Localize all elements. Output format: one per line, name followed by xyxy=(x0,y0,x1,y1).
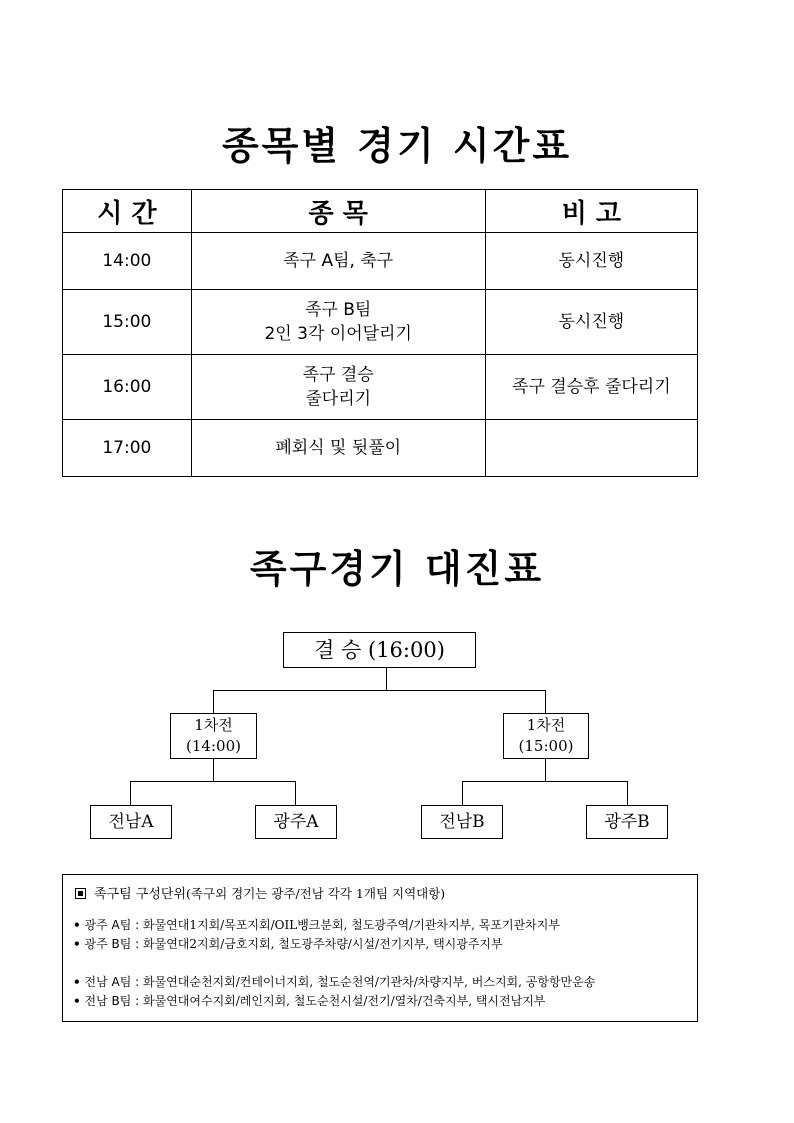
event-line: 2인 3각 이어달리기 xyxy=(264,324,412,344)
team-members: 화물연대2지회/금호지회, 철도광주차량/시설/전기지부, 택시광주지부 xyxy=(143,937,503,951)
team-box: 광주A xyxy=(255,805,337,839)
bracket-line xyxy=(213,690,546,691)
table-row xyxy=(63,233,698,290)
bracket-line xyxy=(386,668,387,690)
round1-right-time: (15:00) xyxy=(518,737,574,755)
note-cell: 동시진행 xyxy=(485,290,697,355)
round1-left-time: (14:00) xyxy=(186,737,241,755)
bracket-line xyxy=(462,781,628,782)
list-item xyxy=(73,935,503,952)
composition-box xyxy=(62,874,698,1022)
team-members: 화물연대순천지회/컨테이너지회, 철도순천역/기관차/차량지부, 버스지회, 공항항만운송 xyxy=(143,975,596,989)
bracket-line xyxy=(213,690,214,713)
table-row xyxy=(63,290,698,355)
bracket-line xyxy=(462,781,463,805)
bracket-line xyxy=(545,690,546,713)
time-cell: 17:00 xyxy=(63,420,192,477)
note-cell: 동시진행 xyxy=(485,233,697,290)
bracket-line xyxy=(213,759,214,781)
bracket-line xyxy=(295,781,296,805)
event-line: 족구 B팀 xyxy=(305,300,372,320)
final-match-box: 결 승 (16:00) xyxy=(283,632,476,668)
list-item xyxy=(73,916,560,933)
schedule-title: 종목별 경기 시간표 xyxy=(221,124,573,168)
event-line: 족구 A팀, 축구 xyxy=(283,251,394,271)
bullet-icon: • xyxy=(73,918,81,932)
round1-left-name: 1차전 xyxy=(194,716,233,734)
event-cell xyxy=(191,233,485,290)
composition-heading-note: (족구외 경기는 광주/전남 각각 1개팀 지역대항) xyxy=(186,886,446,901)
header-note: 비 고 xyxy=(485,190,697,233)
round1-right-name: 1차전 xyxy=(526,716,566,734)
team-members: 화물연대1지회/목포지회/OIL뱅크분회, 철도광주역/기관차지부, 목포기관차지부 xyxy=(143,918,560,932)
team-label: 광주 A팀 : xyxy=(84,918,140,932)
bracket-line xyxy=(545,759,546,781)
time-cell: 16:00 xyxy=(63,355,192,420)
event-line: 족구 결승 xyxy=(302,365,374,385)
team-label: 광주 B팀 : xyxy=(84,937,140,951)
note-cell: 족구 결승후 줄다리기 xyxy=(485,355,697,420)
bracket-line xyxy=(130,781,296,782)
team-box: 전남A xyxy=(90,805,172,839)
time-cell: 15:00 xyxy=(63,290,192,355)
list-item xyxy=(73,992,545,1009)
header-event: 종 목 xyxy=(191,190,485,233)
header-time: 시 간 xyxy=(63,190,192,233)
round1-right-box xyxy=(503,713,589,759)
bracket-line xyxy=(130,781,131,805)
composition-heading-bold: 족구팀 구성단위 xyxy=(94,887,187,902)
team-box: 광주B xyxy=(586,805,668,839)
event-cell xyxy=(191,355,485,420)
bracket-title: 족구경기 대진표 xyxy=(249,547,545,591)
event-cell xyxy=(191,290,485,355)
note-cell xyxy=(485,420,697,477)
table-row xyxy=(63,420,698,477)
bullet-icon: • xyxy=(73,937,81,951)
event-line: 줄다리기 xyxy=(305,389,372,409)
team-label: 전남 B팀 : xyxy=(84,994,140,1008)
bracket-line xyxy=(627,781,628,805)
event-line: 폐회식 및 뒷풀이 xyxy=(275,438,402,458)
composition-heading xyxy=(75,883,445,902)
bullet-icon: • xyxy=(73,975,81,989)
list-item xyxy=(73,973,595,990)
schedule-table xyxy=(62,189,698,477)
round1-left-box xyxy=(170,713,257,759)
table-row xyxy=(63,355,698,420)
team-members: 화물연대여수지회/레인지회, 철도순천시설/전기/열차/건축지부, 택시전남지부 xyxy=(143,994,546,1008)
team-label: 전남 A팀 : xyxy=(84,975,140,989)
event-cell xyxy=(191,420,485,477)
square-bullet-icon xyxy=(75,888,86,899)
schedule-header-row xyxy=(63,190,698,233)
team-box: 전남B xyxy=(421,805,503,839)
bullet-icon: • xyxy=(73,994,81,1008)
time-cell: 14:00 xyxy=(63,233,192,290)
